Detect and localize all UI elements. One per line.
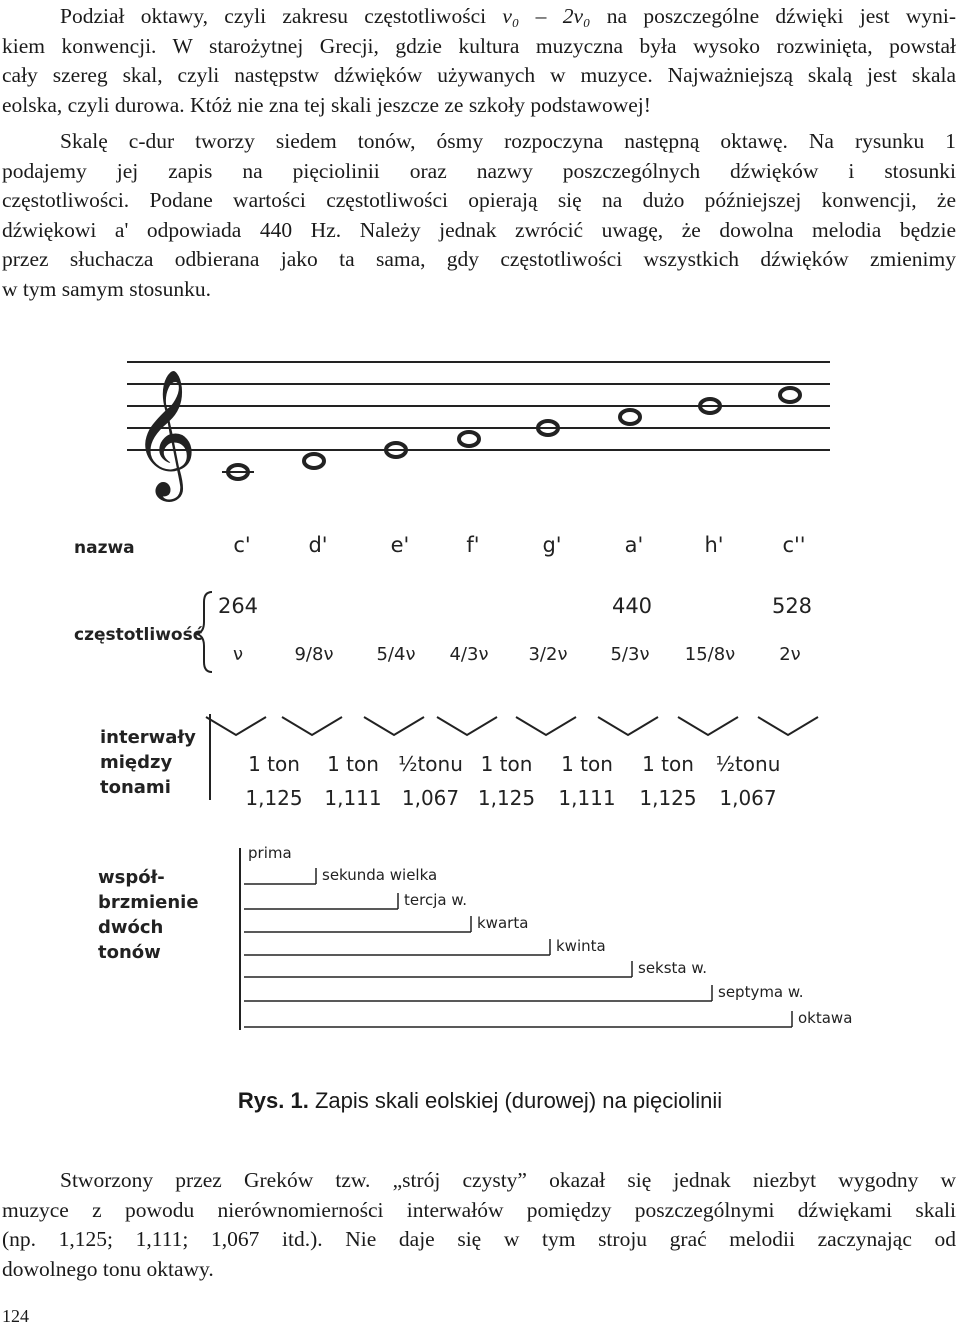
figure-caption — [0, 1088, 960, 1114]
paragraph-scale — [2, 127, 956, 304]
note-name: h' — [704, 533, 724, 557]
chevron-icon — [364, 717, 424, 735]
ratio-value: 2ν — [779, 644, 801, 665]
interval-ratio: 1,067 — [401, 786, 460, 810]
row-label-intervals — [100, 727, 196, 798]
ratio-value: 5/4ν — [376, 644, 416, 665]
consonance-label: kwinta — [556, 937, 606, 955]
text-line: Stworzony przez Greków tzw. „strój czysty” okazał się jednak niezbyt wygodny w — [60, 1168, 956, 1192]
chevron-icon — [598, 717, 658, 735]
math-expression: ν₀ – 2ν₀ — [502, 4, 591, 28]
interval-ratio: 1,111 — [558, 786, 616, 810]
ratio-value: 3/2ν — [528, 644, 568, 665]
interval-ratio: 1,125 — [639, 786, 697, 810]
row-label-consonance — [98, 867, 199, 963]
ratio-value: 5/3ν — [610, 644, 650, 665]
chevron-icon — [758, 717, 818, 735]
note-name: g' — [542, 533, 562, 557]
note-name: d' — [308, 533, 328, 557]
brace — [197, 592, 212, 672]
interval-chevrons — [206, 717, 818, 735]
chevron-icon — [437, 717, 497, 735]
interval-labels — [245, 752, 780, 810]
text-line: przez słuchacza odbierana jako ta sama, gdy częstotliwości wszystkich dźwięków zmienimy — [2, 247, 956, 271]
text-line: eolska, czyli durowa. Któż nie zna tej skali jeszcze ze szkoły podstawowej! — [2, 92, 651, 117]
frequencies — [218, 594, 812, 618]
interval-name: 1 ton — [248, 752, 300, 776]
notes — [222, 388, 800, 479]
text-line: kiem konwencji. W starożytnej Grecji, gdzie kultura muzyczna była wysoko rozwinięta, powstał — [2, 33, 956, 58]
label-line: brzmienie — [98, 892, 199, 913]
frequency-value: 264 — [217, 594, 259, 618]
note-head — [459, 432, 479, 446]
interval-ratio: 1,125 — [245, 786, 303, 810]
note-name: e' — [390, 533, 410, 557]
chevron-icon — [206, 717, 266, 735]
text-line: cały szereg skal, czyli następstw dźwięków używanych w muzyce. Najważniejszą skalą jest skala — [2, 63, 956, 87]
frequency-value: 440 — [611, 594, 653, 618]
row-label-name: nazwa — [74, 538, 135, 558]
note-name: c' — [233, 533, 251, 557]
text-line: Podział oktawy, czyli zakresu częstotliwości ν₀ – 2ν₀ na poszczególne dźwięki jest wyni- — [60, 4, 957, 28]
treble-clef-icon: 𝄞 — [132, 368, 198, 496]
note-name: f' — [466, 533, 480, 557]
text-line: dowolnego tonu oktawy. — [2, 1256, 214, 1281]
note-head — [304, 454, 324, 468]
paragraph-intro — [2, 2, 956, 120]
interval-name: ½tonu — [398, 752, 463, 776]
interval-ratio: 1,067 — [719, 786, 777, 810]
consonance-label: kwarta — [477, 914, 529, 932]
label-line: między — [100, 752, 173, 773]
note-name: c'' — [782, 533, 806, 557]
text-line: (np. 1,125; 1,111; 1,067 itd.). Nie daje się w tym stroju grać melodii zaczynając od — [2, 1227, 956, 1251]
label-line: tonami — [100, 777, 171, 798]
consonance-label: sekunda wielka — [322, 866, 438, 884]
row-label-frequency: częstotliwość — [74, 625, 203, 645]
chevron-icon — [678, 717, 738, 735]
note-head — [780, 388, 800, 402]
note-head — [620, 410, 640, 424]
text-line: podajemy jej zapis na pięciolinii oraz nazwy poszczególnych dźwięków i stosunki — [2, 158, 956, 183]
label-line: tonów — [98, 942, 161, 963]
note-name: a' — [624, 533, 644, 557]
ratio-value: 9/8ν — [294, 644, 334, 665]
consonance-label: septyma w. — [718, 983, 804, 1001]
consonance-label: seksta w. — [638, 959, 708, 977]
text-line: częstotliwości. Podane wartości częstotliwości opierają się na dużo późniejszej konwencji, że — [2, 188, 956, 212]
interval-name: 1 ton — [642, 752, 694, 776]
scale-figure — [0, 340, 960, 1060]
label-line: interwały — [100, 727, 196, 748]
frequency-value: 528 — [771, 594, 813, 618]
ratio-value: 15/8ν — [684, 644, 736, 665]
text-line: dźwiękowi a' odpowiada 440 Hz. Należy jednak zwrócić uwagę, że dowolna melodia będzie — [2, 217, 956, 242]
caption-label: Rys. 1. — [237, 1088, 309, 1113]
interval-name: 1 ton — [327, 752, 379, 776]
page-number: 124 — [2, 1306, 29, 1326]
ratio-value: 4/3ν — [449, 644, 489, 665]
label-line: współ- — [98, 867, 165, 888]
text-line: Skalę c-dur tworzy siedem tonów, ósmy rozpoczyna następną oktawę. Na rysunku 1 — [60, 129, 956, 153]
interval-name: 1 ton — [561, 752, 613, 776]
note-names — [233, 533, 805, 557]
consonance-ladder — [244, 844, 852, 1027]
interval-name: 1 ton — [480, 752, 533, 776]
consonance-label: prima — [248, 844, 292, 862]
paragraph-tuning — [2, 1166, 956, 1284]
consonance-label: tercja w. — [404, 891, 467, 909]
chevron-icon — [516, 717, 576, 735]
interval-name: ½tonu — [715, 752, 781, 776]
ratio-value: ν — [232, 644, 244, 665]
ratios — [233, 644, 801, 665]
consonance-label: oktawa — [798, 1009, 853, 1027]
label-line: dwóch — [98, 917, 164, 938]
caption-text: Zapis skali eolskiej (durowej) na pięciolinii — [314, 1088, 723, 1113]
text-line: w tym samym stosunku. — [2, 276, 212, 301]
text-line: muzyce z powodu nierównomierności interwałów pomiędzy poszczególnymi dźwiękami skali — [2, 1197, 956, 1222]
interval-ratio: 1,125 — [477, 786, 536, 810]
interval-ratio: 1,111 — [324, 786, 382, 810]
chevron-icon — [282, 717, 342, 735]
